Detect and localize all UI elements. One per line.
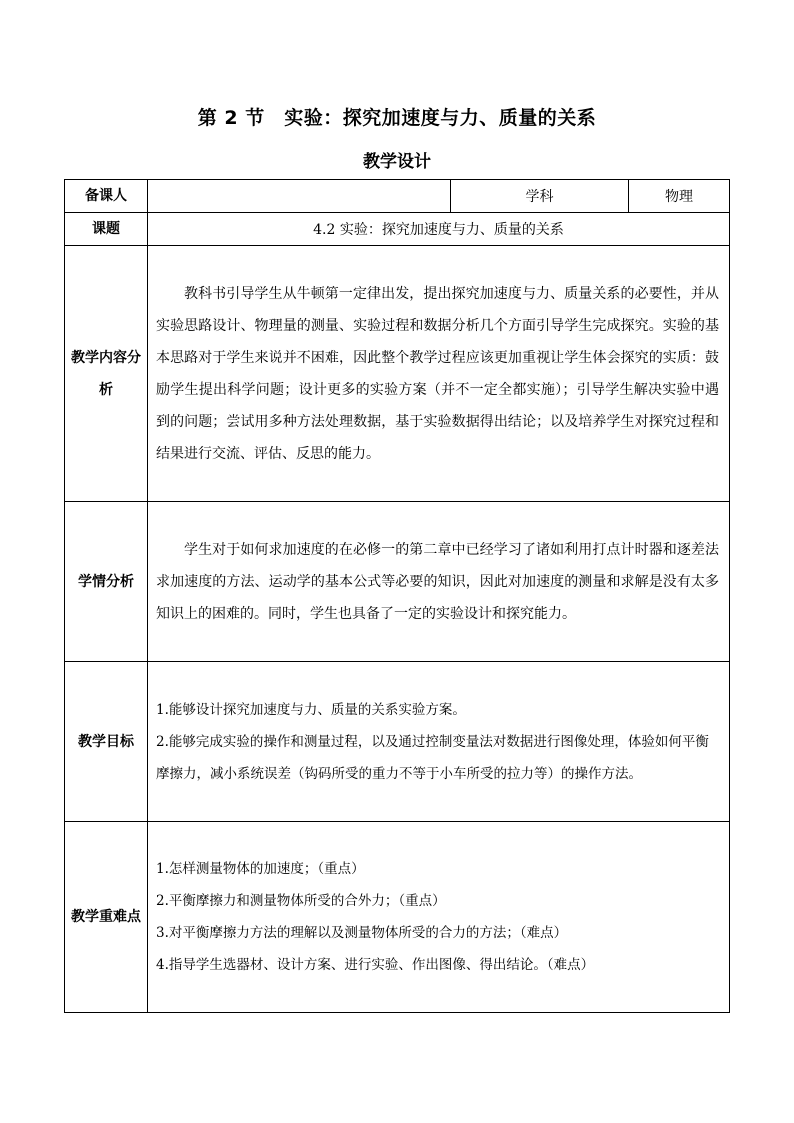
objectives-label: 教学目标 [65,662,148,822]
row-objectives [65,662,730,822]
content-analysis-cell [148,246,730,502]
key-points-cell [148,822,730,1013]
key-point-item: 3.对平衡摩擦力方法的理解以及测量物体所受的合力的方法；（难点） [156,925,568,941]
key-points-list [148,853,729,981]
row-content-analysis [65,246,730,502]
learner-analysis-label: 学情分析 [65,502,148,662]
content-analysis-label: 教学内容分析 [65,246,148,502]
preparer-label: 备课人 [65,180,148,213]
row-preparer [65,180,730,213]
topic-value: 4.2 实验：探究加速度与力、质量的关系 [148,213,730,246]
document-subtitle: 教学设计 [363,152,431,172]
learner-analysis-cell [148,502,730,662]
subject-label: 学科 [451,180,629,213]
objective-item: 2.能够完成实验的操作和测量过程，以及通过控制变量法对数据进行图像处理，体验如何平衡摩擦力，减小系统误差（钩码所受的重力不等于小车所受的拉力等）的操作方法。 [156,733,709,782]
content-analysis-text: 教科书引导学生从牛顿第一定律出发，提出探究加速度与力、质量关系的必要性，并从实验思路设计、物理量的测量、实验过程和数据分析几个方面引导学生完成探究。实验的基本思路对于学生来说并不困难，因此整个教学过程应该更加重视让学生体会探究的实质：鼓励学生提出科学问题；设计更多的实验方案（并不一定全都实施）；引导学生解决实验中遇到的问题；尝试用多种方法处理数据，基于实验数据得出结论；以及培养学生对探究过程和结果进行交流、评估、反思的能力。 [156,285,719,462]
key-point-item: 2.平衡摩擦力和测量物体所受的合外力；（重点） [156,893,446,909]
subject-value: 物理 [629,180,730,213]
document-title: 第 2 节 实验：探究加速度与力、质量的关系 [197,107,597,129]
objectives-cell [148,662,730,822]
key-points-label: 教学重难点 [65,822,148,1013]
key-point-item: 1.怎样测量物体的加速度；（重点） [156,861,365,877]
objective-item: 1.能够设计探究加速度与力、质量的关系实验方案。 [156,701,466,718]
objectives-list [148,694,729,790]
learner-analysis-text: 学生对于如何求加速度的在必修一的第二章中已经学习了诸如利用打点计时器和逐差法求加速度的方法、运动学的基本公式等必要的知识，因此对加速度的测量和求解是没有太多知识上的困难的。同时，学生也具备了一定的实验设计和探究能力。 [156,541,719,622]
preparer-value [148,180,451,213]
lesson-plan-table [64,179,730,1013]
row-topic [65,213,730,246]
row-learner-analysis [65,502,730,662]
topic-label: 课题 [65,213,148,246]
row-key-points [65,822,730,1013]
key-point-item: 4.指导学生选器材、设计方案、进行实验、作出图像、得出结论。（难点） [156,957,595,973]
